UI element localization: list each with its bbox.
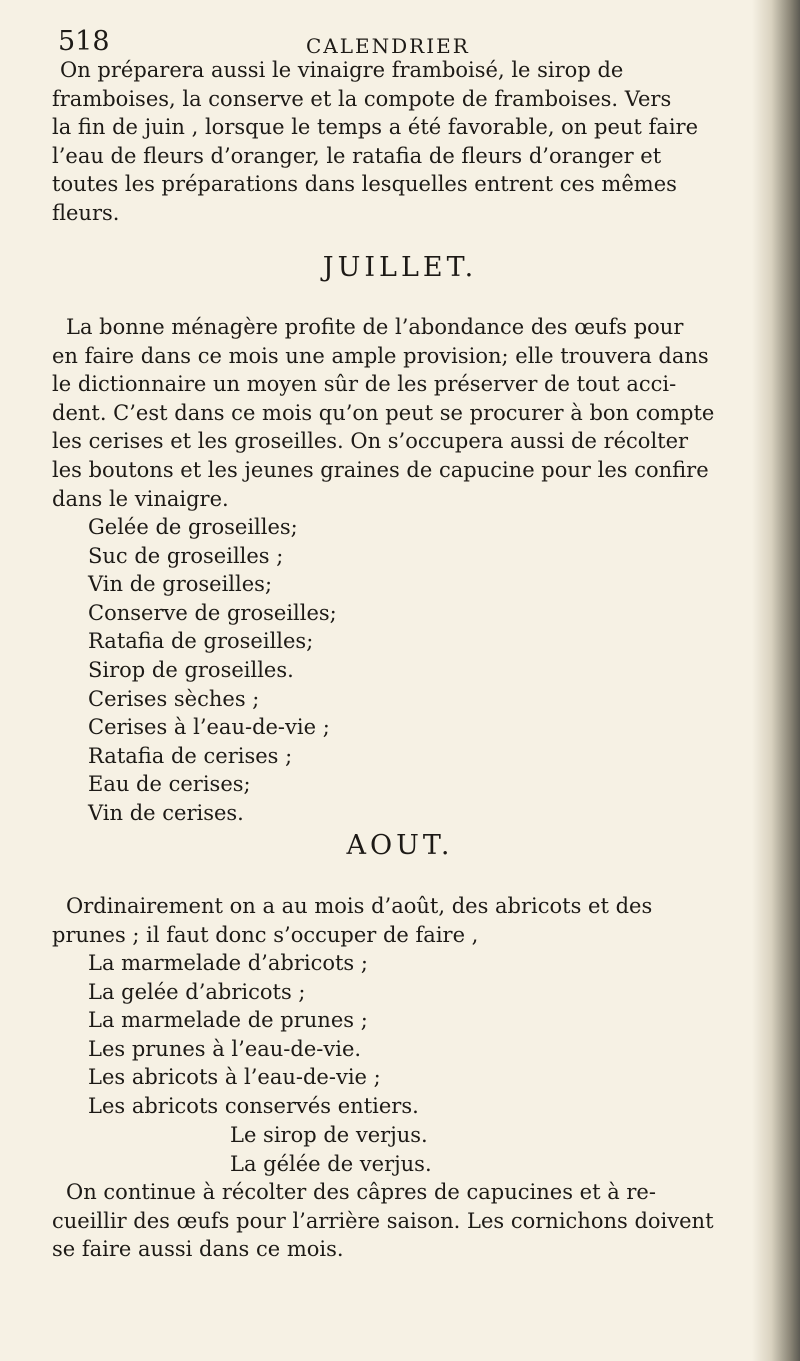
text-line: dans le vinaigre.	[52, 486, 229, 511]
section-heading-juillet: JUILLET.	[322, 252, 478, 283]
list-item: Ratafia de groseilles;	[88, 629, 314, 654]
list-item: Sirop de groseilles.	[88, 657, 294, 682]
list-item: Cerises sèches ;	[88, 686, 260, 711]
page-number: 518	[58, 26, 110, 57]
text-line: prunes ; il faut donc s’occuper de faire ,	[52, 922, 479, 947]
text-line: On continue à récolter des câpres de capucines et à re-	[66, 1180, 656, 1204]
text-line: les boutons et les jeunes graines de capucine pour les confire	[52, 457, 709, 482]
page-gutter-shadow	[752, 0, 800, 1361]
aout-recipe-list	[52, 949, 742, 1121]
text-line: framboises, la conserve et la compote de framboises. Vers	[52, 86, 672, 111]
text-line: On préparera aussi le vinaigre framboisé, le sirop de	[60, 58, 624, 82]
running-title: CALENDRIER	[306, 34, 470, 58]
list-item: La marmelade d’abricots ;	[88, 951, 368, 975]
section-heading-aout: AOUT.	[346, 830, 454, 861]
text-line: fleurs.	[52, 200, 120, 225]
text-line: dent. C’est dans ce mois qu’on peut se procurer à bon compte	[52, 400, 715, 425]
list-item: Les abricots conservés entiers.	[88, 1093, 419, 1118]
text-line: le dictionnaire un moyen sûr de les préserver de tout acci-	[52, 372, 677, 397]
intro-paragraph	[52, 56, 742, 228]
list-item: Eau de cerises;	[88, 772, 251, 797]
text-line: Ordinairement on a au mois d’août, des abricots et des	[66, 894, 653, 918]
list-item: Cerises à l’eau-de-vie ;	[88, 715, 330, 740]
aout-paragraph	[52, 892, 742, 949]
text-line: la fin de juin , lorsque le temps a été favorable, on peut faire	[52, 115, 698, 140]
text-line: toutes les préparations dans lesquelles entrent ces mêmes	[52, 172, 677, 197]
list-item: Conserve de groseilles;	[88, 600, 337, 625]
list-item: Les abricots à l’eau-de-vie ;	[88, 1065, 381, 1090]
text-line: en faire dans ce mois une ample provision; elle trouvera dans	[52, 343, 709, 368]
text-line: l’eau de fleurs d’oranger, le ratafia de fleurs d’oranger et	[52, 143, 662, 168]
list-item: Ratafia de cerises ;	[88, 743, 293, 768]
list-item: Les prunes à l’eau-de-vie.	[88, 1036, 362, 1061]
text-line: les cerises et les groseilles. On s’occupera aussi de récolter	[52, 429, 689, 454]
list-item: Gelée de groseilles;	[88, 515, 298, 539]
juillet-recipe-list	[52, 513, 742, 828]
juillet-paragraph	[52, 313, 742, 513]
list-item: Le sirop de verjus.	[230, 1123, 428, 1147]
list-item: Vin de groseilles;	[88, 572, 273, 597]
text-line: se faire aussi dans ce mois.	[52, 1237, 344, 1262]
verjus-list	[52, 1121, 742, 1178]
list-item: Suc de groseilles ;	[88, 543, 284, 568]
closing-paragraph	[52, 1178, 742, 1264]
text-line: cueillir des œufs pour l’arrière saison. Les cornichons doivent	[52, 1208, 714, 1233]
list-item: La marmelade de prunes ;	[88, 1008, 368, 1033]
list-item: La gélée de verjus.	[230, 1151, 432, 1176]
list-item: La gelée d’abricots ;	[88, 979, 306, 1004]
text-line: La bonne ménagère profite de l’abondance des œufs pour	[66, 315, 684, 339]
list-item: Vin de cerises.	[88, 800, 244, 825]
